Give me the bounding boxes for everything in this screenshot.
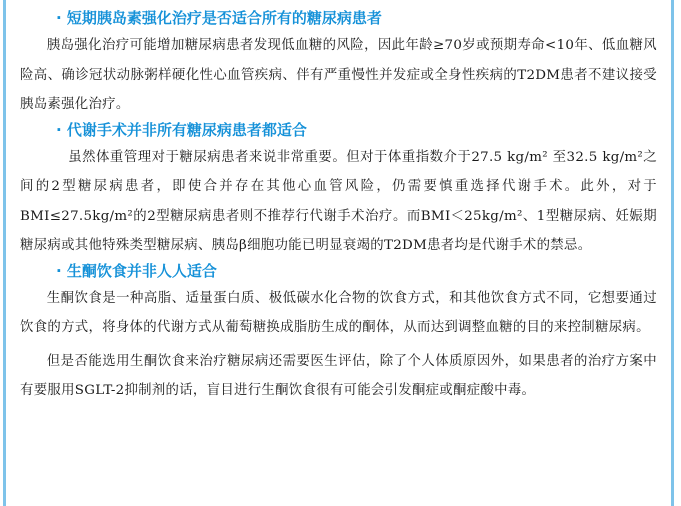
paragraph-metabolic-surgery: 虽然体重管理对于糖尿病患者来说非常重要。但对于体重指数介于27.5 kg/m² 至32.5 kg/m²之间的2型糖尿病患者，即使合并存在其他心血管风险，仍需要慎重选择代谢手术。此外，对于BMI≤27.5kg/m²的2型糖尿病患者则不推荐行代谢手术治疗。而BMI＜25kg/m²、1型糖尿病、妊娠期糖尿病或其他特殊类型糖尿病、胰岛β细胞功能已明显衰竭的T2DM患者均是代谢手术的禁忌。 bbox=[20, 149, 657, 253]
section-heading-metabolic-surgery: · 代谢手术并非所有糖尿病患者都适合 bbox=[56, 120, 307, 139]
section-heading-insulin: · 短期胰岛素强化治疗是否适合所有的糖尿病患者 bbox=[56, 9, 382, 27]
section-heading-ketogenic-diet: · 生酮饮食并非人人适合 bbox=[56, 261, 217, 280]
paragraph-insulin: 胰岛强化治疗可能增加糖尿病患者发现低血糖的风险，因此年龄≥70岁或预期寿命<10年、低血糖风险高、确诊冠状动脉粥样硬化性心血管疾病、伴有严重慢性并发症或全身性疾病的T2DM患者不建议接受胰岛素强化治疗。 bbox=[20, 38, 657, 112]
paragraph-ketogenic-diet-2: 但是否能选用生酮饮食来治疗糖尿病还需要医生评估，除了个人体质原因外，如果患者的治疗方案中有要服用SGLT-2抑制剂的话，盲目进行生酮饮食很有可能会引发酮症或酮症酸中毒。 bbox=[20, 353, 657, 398]
paragraph-ketogenic-diet-1: 生酮饮食是一种高脂、适量蛋白质、极低碳水化合物的饮食方式，和其他饮食方式不同，它想要通过饮食的方式，将身体的代谢方式从葡萄糖换成脂肪生成的酮体，从而达到调整血糖的目的来控制糖尿病。 bbox=[20, 290, 657, 335]
article-body bbox=[3, 0, 674, 506]
